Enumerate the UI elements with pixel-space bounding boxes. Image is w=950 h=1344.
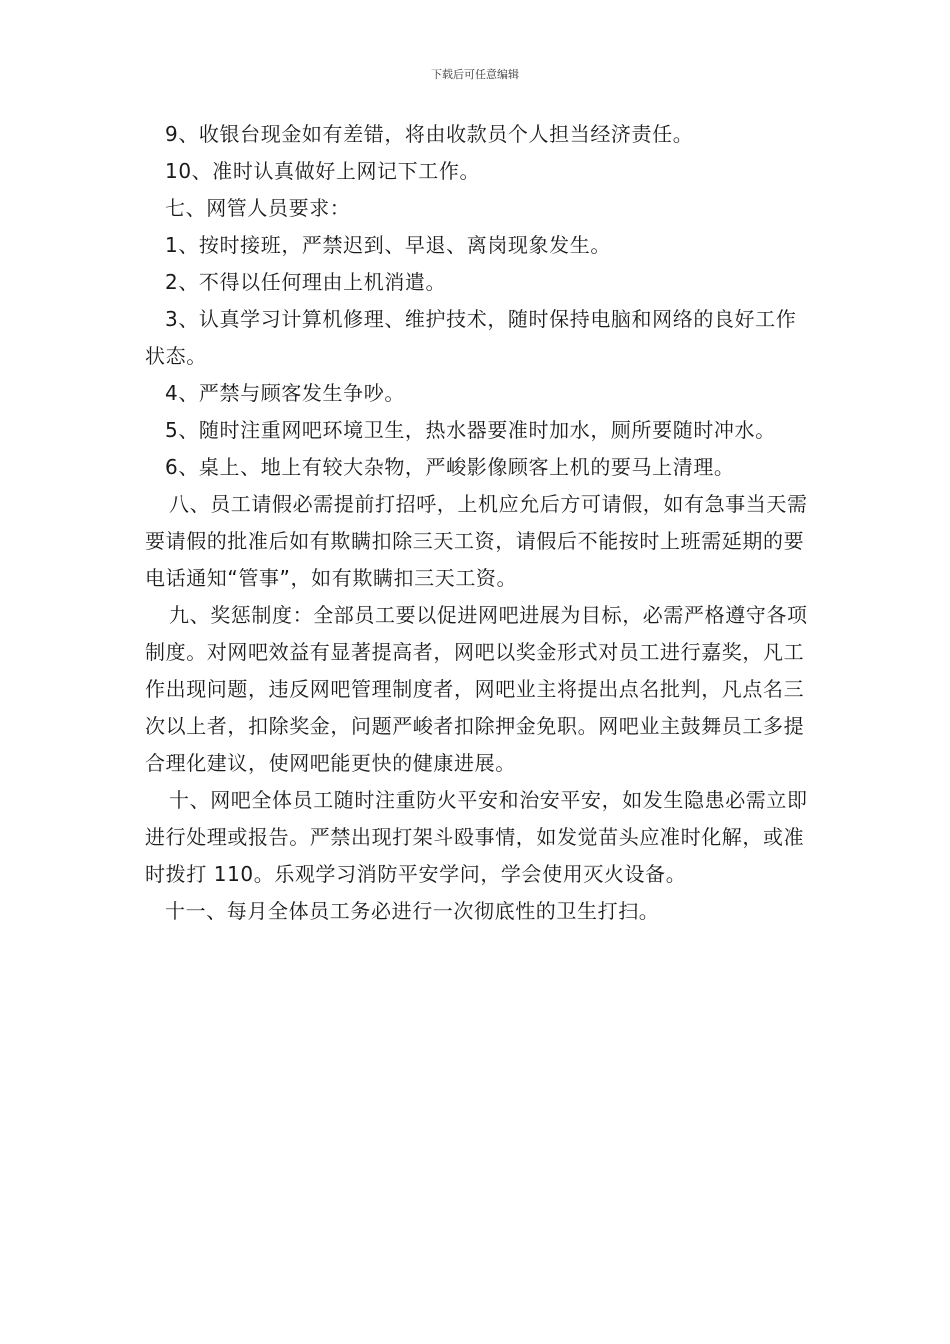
section-11-cleaning: 十一、每月全体员工务必进行一次彻底性的卫生打扫。	[165, 899, 660, 923]
paragraph-item-1: 1、按时接班，严禁迟到、早退、离岗现象发生。	[165, 233, 611, 257]
section-heading-7: 七、网管人员要求：	[165, 196, 351, 220]
section-8-leave-policy: 八、员工请假必需提前打招呼，上机应允后方可请假，如有急事当天需要请假的批准后如有欺瞒扣除三天工资，请假后不能按时上班需延期的要电话通知“管事”，如有欺瞒扣三天工资。	[145, 492, 808, 590]
section-9-rewards: 九、奖惩制度：全部员工要以促进网吧进展为目标，必需严格遵守各项制度。对网吧效益有显著提高者，网吧以奖金形式对员工进行嘉奖，凡工作出现问题，违反网吧管理制度者，网吧业主将提出点名批判，凡点名三次以上者，扣除奖金，问题严峻者扣除押金免职。网吧业主鼓舞员工多提合理化建议，使网吧能更快的健康进展。	[145, 603, 808, 775]
paragraph-item-10: 10、准时认真做好上网记下工作。	[165, 159, 481, 183]
document-body	[145, 116, 810, 930]
paragraph-item-6: 6、桌上、地上有较大杂物，严峻影像顾客上机的要马上清理。	[165, 455, 735, 479]
paragraph-item-5: 5、随时注重网吧环境卫生，热水器要准时加水，厕所要随时冲水。	[165, 418, 776, 442]
paragraph-item-9: 9、收银台现金如有差错，将由收款员个人担当经济责任。	[165, 122, 694, 146]
paragraph-item-4: 4、严禁与顾客发生争吵。	[165, 381, 405, 405]
section-10-safety: 十、网吧全体员工随时注重防火平安和治安平安，如发生隐患必需立即进行处理或报告。严禁出现打架斗殴事情，如发觉苗头应准时化解，或准时拨打 110。乐观学习消防平安学问，学会使用灭火设备。	[145, 788, 808, 886]
page-header: 下载后可任意编辑	[431, 68, 519, 81]
paragraph-item-2: 2、不得以任何理由上机消遣。	[165, 270, 447, 294]
paragraph-item-3: 3、认真学习计算机修理、维护技术，随时保持电脑和网络的良好工作状态。	[145, 307, 797, 368]
